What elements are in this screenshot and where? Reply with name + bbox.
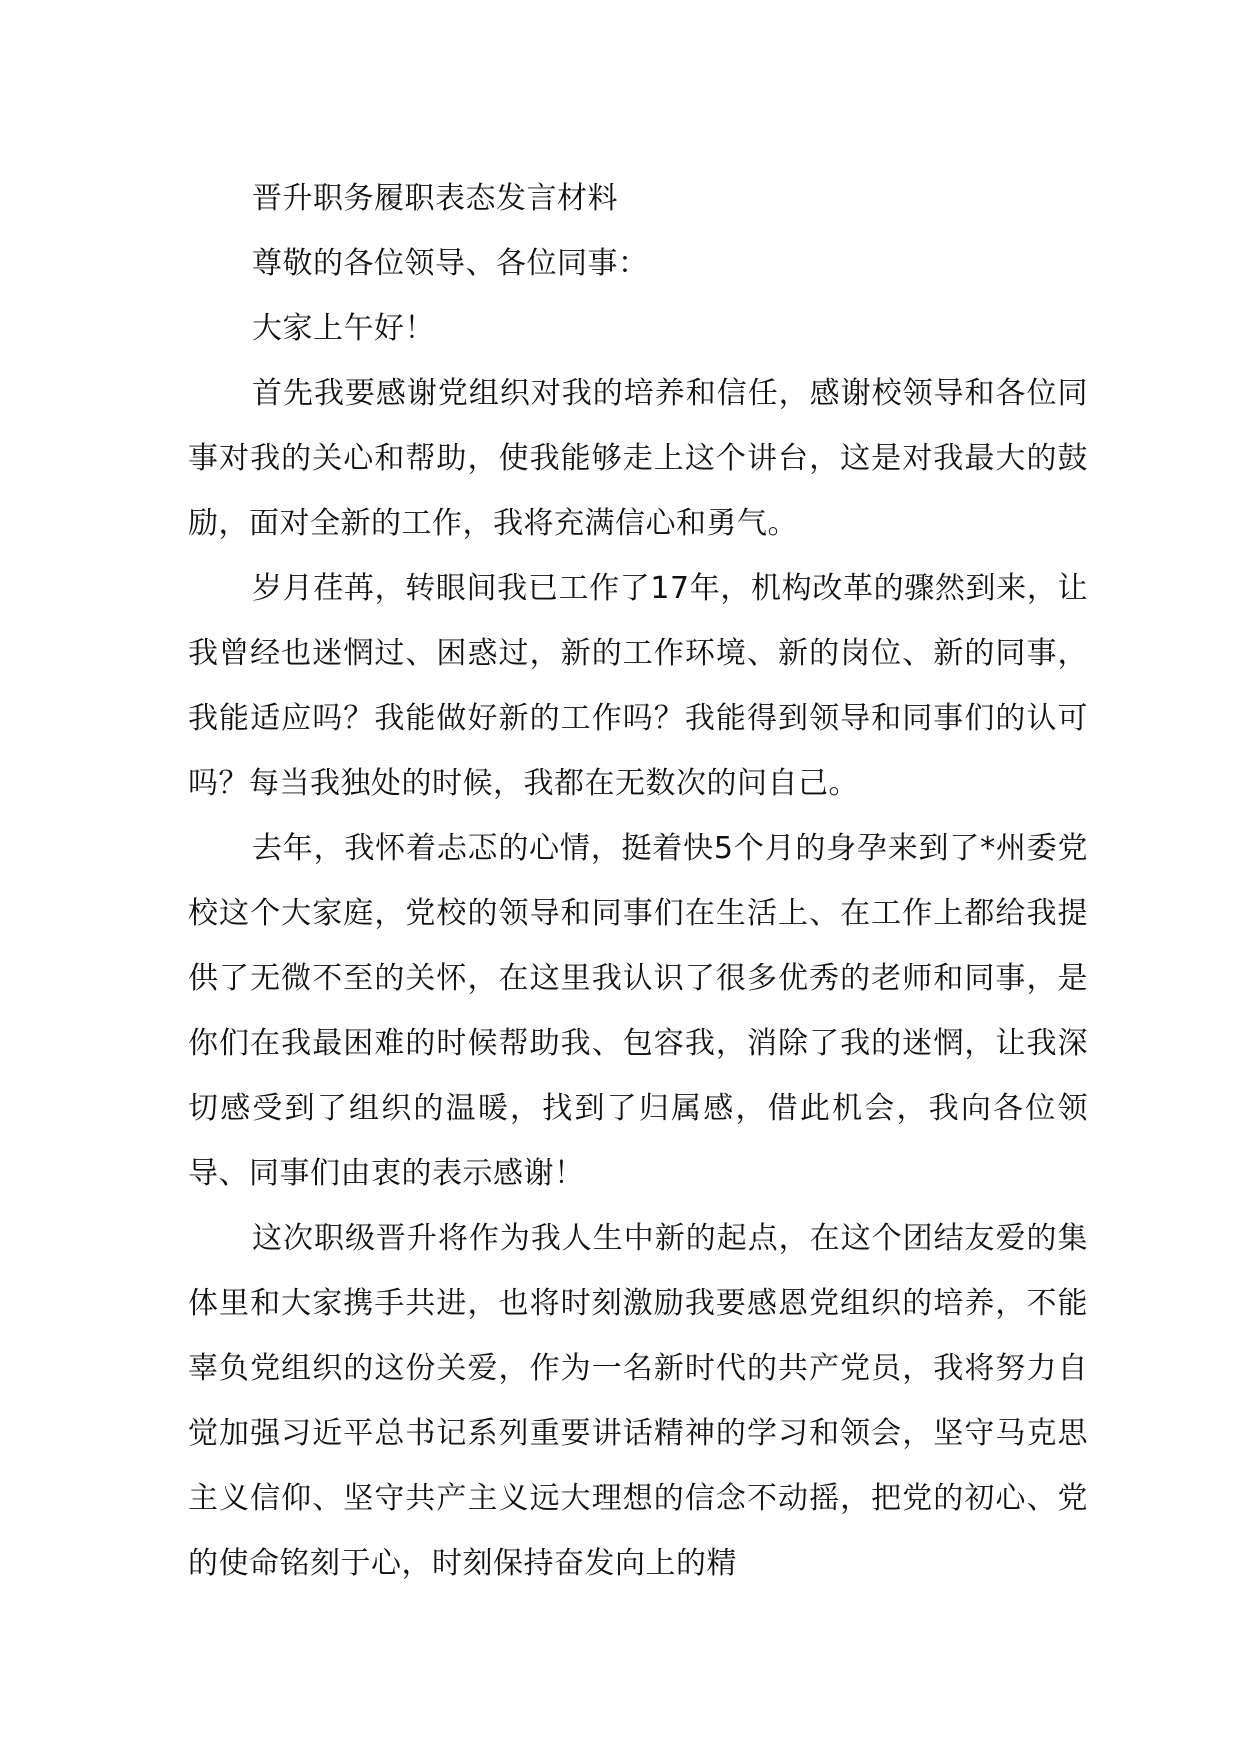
document-title: 晋升职务履职表态发言材料 — [252, 181, 618, 216]
body-paragraph: 首先我要感谢党组织对我的培养和信任，感谢校领导和各位同事对我的关心和帮助，使我能够走上这个讲台，这是对我最大的鼓励，面对全新的工作，我将充满信心和勇气。 — [188, 376, 1088, 541]
body-paragraph: 这次职级晋升将作为我人生中新的起点，在这个团结友爱的集体里和大家携手共进，也将时刻激励我要感恩党组织的培养，不能辜负党组织的这份关爱，作为一名新时代的共产党员，我将努力自觉加强习近平总书记系列重要讲话精神的学习和领会，坚守马克思主义信仰、坚守共产主义远大理想的信念不动摇，把党的初心、党的使命铭刻于心，时刻保持奋发向上的精 — [188, 1221, 1088, 1581]
document-body — [188, 166, 1088, 1596]
body-paragraph: 去年，我怀着忐忑的心情，挺着快5个月的身孕来到了*州委党校这个大家庭，党校的领导和同事们在生活上、在工作上都给我提供了无微不至的关怀，在这里我认识了很多优秀的老师和同事，是你们在我最困难的时候帮助我、包容我，消除了我的迷惘，让我深切感受到了组织的温暖，找到了归属感，借此机会，我向各位领导、同事们由衷的表示感谢！ — [188, 831, 1088, 1191]
salutation: 尊敬的各位领导、各位同事： — [252, 246, 649, 281]
body-paragraph: 岁月荏苒，转眼间我已工作了17年，机构改革的骤然到来，让我曾经也迷惘过、困惑过，新的工作环境、新的岗位、新的同事，我能适应吗？我能做好新的工作吗？我能得到领导和同事们的认可吗？每当我独处的时候，我都在无数次的问自己。 — [188, 571, 1088, 801]
greeting: 大家上午好！ — [252, 311, 435, 346]
